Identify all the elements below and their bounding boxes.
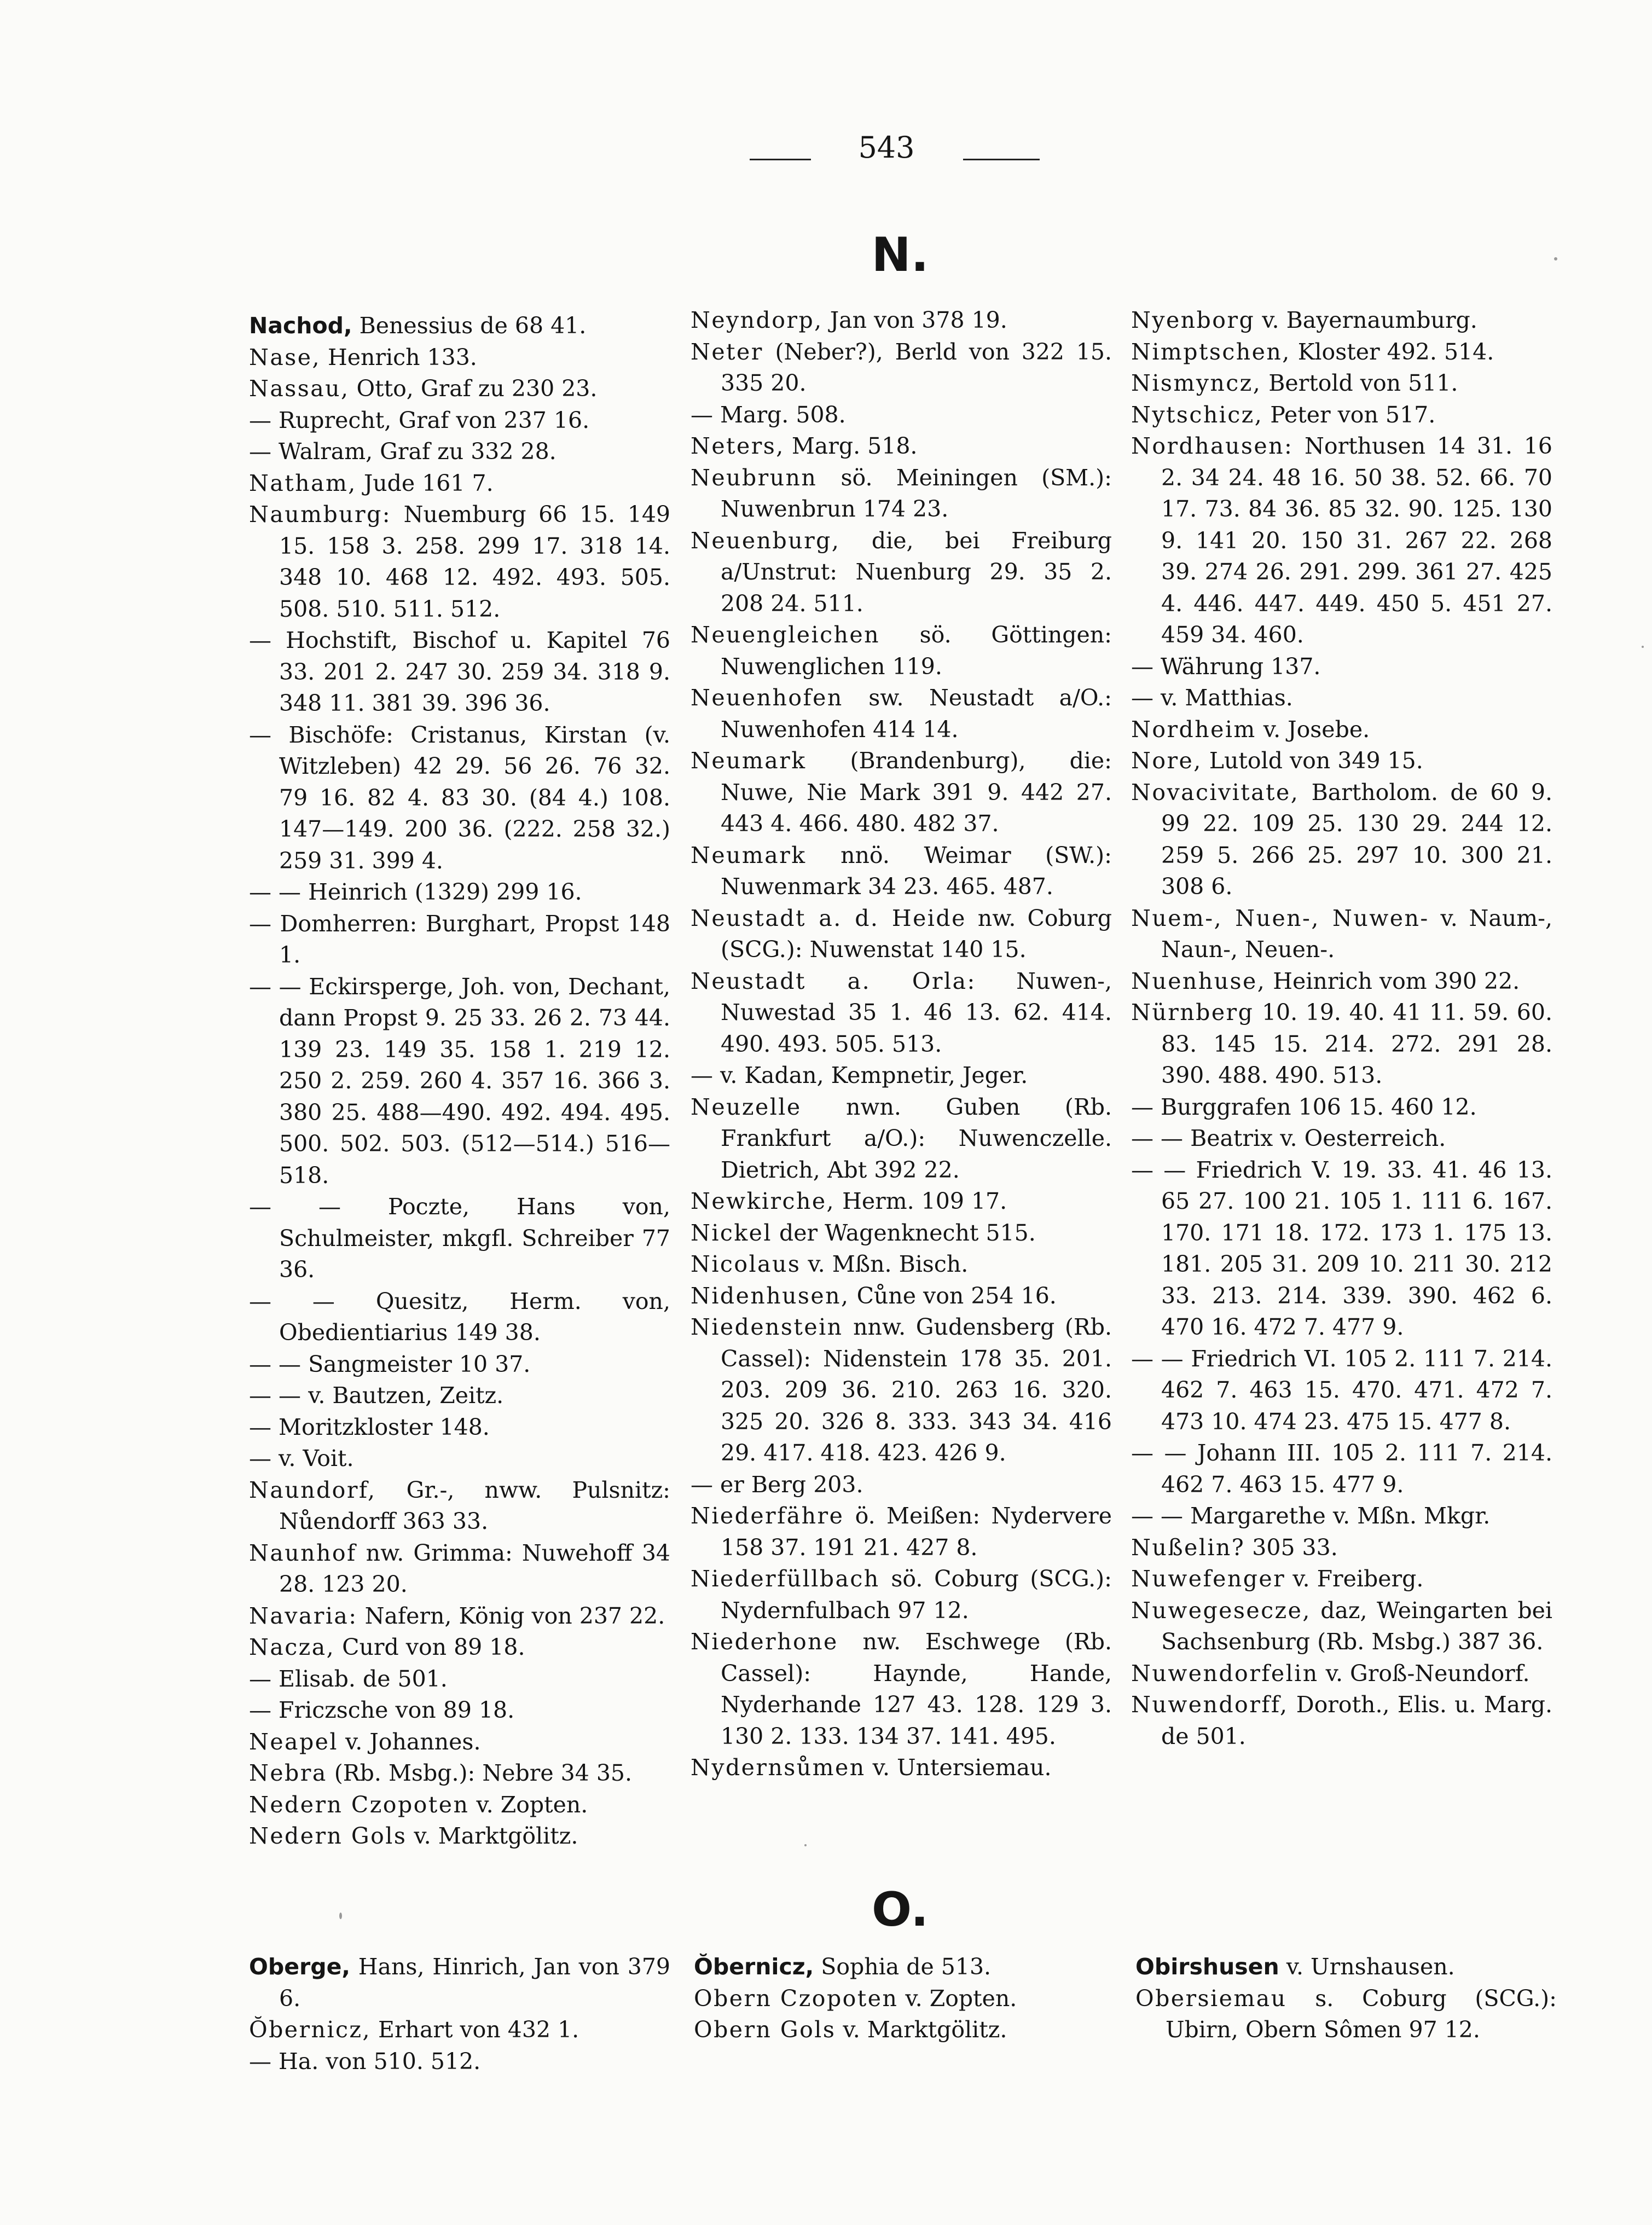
entry-text: v. Johannes. xyxy=(338,1728,481,1755)
index-entry xyxy=(691,525,1112,620)
entry-heading: Neustadt a. Orla: xyxy=(691,967,976,994)
index-entry xyxy=(249,720,670,877)
entry-text: Benessius de 68 41. xyxy=(352,312,587,339)
index-entry xyxy=(249,625,670,720)
index-entry xyxy=(691,1500,1112,1563)
entry-text: Otto, Graf zu 230 23. xyxy=(349,375,598,402)
entry-text: — — Eckirsperge, Joh. von, Dechant, dann Propst 9. 25 33. 26 2. 73 44. 139 23. 149 35. 158 1. 219 12. 250 2. 259. 260 4. 357 16. 366 3. 380 25. 488—490. 492. 494. 495. 500. 502. 503. (512—514.) 516—518. xyxy=(249,973,670,1189)
index-entry xyxy=(1131,1343,1552,1438)
entry-heading: Obirshusen xyxy=(1135,1954,1279,1980)
index-entry xyxy=(691,840,1112,903)
index-entry xyxy=(249,1758,670,1789)
index-entry xyxy=(249,1664,670,1695)
index-entry xyxy=(691,1249,1112,1280)
entry-text: Marg. 518. xyxy=(784,433,918,459)
index-entry xyxy=(1131,714,1552,746)
index-entry xyxy=(691,745,1112,840)
index-entry xyxy=(1131,1595,1552,1658)
entry-text: — — Quesitz, Herm. von, Obedientiarius 149 38. xyxy=(249,1288,670,1346)
index-entry xyxy=(694,1951,1115,1983)
entry-heading: Niedenstein xyxy=(691,1314,843,1340)
entry-text: nw. Coburg (SCG.): Nuwenstat 140 15. xyxy=(721,905,1112,963)
index-entry xyxy=(1131,1689,1552,1752)
entry-text: sö. Meiningen (SM.): Nuwenbrun 174 23. xyxy=(721,464,1112,522)
index-entry xyxy=(249,373,670,405)
index-entry xyxy=(249,1286,670,1349)
index-entry xyxy=(1131,1155,1552,1343)
entry-text: v. Naum-, Naun-, Neuen-. xyxy=(1161,905,1553,963)
index-entry xyxy=(691,462,1112,525)
entry-heading: Niederhone xyxy=(691,1629,838,1655)
index-entry xyxy=(1131,651,1552,683)
entry-text: Jude 161 7. xyxy=(356,470,494,496)
entry-text: — Moritzkloster 148. xyxy=(249,1413,490,1440)
index-entry xyxy=(691,903,1112,966)
index-entry xyxy=(1131,431,1552,651)
entry-text: der Wagenknecht 515. xyxy=(772,1219,1036,1246)
index-entry xyxy=(691,1060,1112,1092)
entry-text: — Ha. von 510. 512. xyxy=(249,2048,481,2075)
index-entry xyxy=(249,1726,670,1758)
entry-heading: Neapel xyxy=(249,1728,338,1755)
entry-text: — — Beatrix v. Oesterreich. xyxy=(1131,1125,1446,1151)
index-entry xyxy=(691,305,1112,337)
entry-text: — v. Matthias. xyxy=(1131,685,1293,711)
entry-text: — — v. Bautzen, Zeitz. xyxy=(249,1382,504,1409)
index-entry xyxy=(691,1563,1112,1626)
entry-text: Heinrich vom 390 22. xyxy=(1266,967,1520,994)
index-entry xyxy=(249,1632,670,1664)
entry-text: (Brandenburg), die: Nuwe, Nie Mark 391 9. 442 27. 443 4. 466. 480. 482 37. xyxy=(721,748,1112,837)
entry-heading: Neumark xyxy=(691,842,807,868)
index-entry xyxy=(1135,1983,1557,2046)
entry-text: — — Friedrich VI. 105 2. 111 7. 214. 462 7. 463 15. 470. 471. 472 7. 473 10. 474 23. 475 15. 477 8. xyxy=(1131,1345,1552,1435)
entry-text: v. Mßn. Bisch. xyxy=(801,1251,969,1277)
index-entry xyxy=(1131,337,1552,368)
entry-heading: Nußelin? xyxy=(1131,1534,1245,1561)
entry-heading: Nordheim xyxy=(1131,716,1256,743)
entry-heading: Nicolaus xyxy=(691,1251,801,1277)
section-letter-o: O. xyxy=(872,1882,929,1937)
index-entry xyxy=(694,1983,1115,2015)
entry-text: v. Freiberg. xyxy=(1285,1566,1424,1592)
entry-text: — v. Kadan, Kempnetir, Jeger. xyxy=(691,1062,1028,1088)
index-entry xyxy=(1131,997,1552,1092)
entry-heading: Neyndorp, xyxy=(691,307,823,333)
index-entry xyxy=(1135,1951,1557,1983)
entry-heading: Nuwegesecze, xyxy=(1131,1597,1311,1624)
index-entry xyxy=(249,436,670,468)
entry-heading: Obern Gols xyxy=(694,2017,836,2043)
entry-text: — Marg. 508. xyxy=(691,401,846,428)
index-column xyxy=(249,310,670,1852)
entry-heading: Nedern Czopoten xyxy=(249,1791,469,1818)
entry-text: Bartholom. de 60 9. 99 22. 109 25. 130 29. 244 12. 259 5. 266 25. 297 10. 300 21. 308 6. xyxy=(1161,779,1552,900)
index-entry xyxy=(691,1752,1112,1784)
entry-text: — Elisab. de 501. xyxy=(249,1665,448,1692)
entry-text: nw. Eschwege (Rb. Cassel): Haynde, Hande, Nyderhande 127 43. 128. 129 3. 130 2. 133. 134 37. 141. 495. xyxy=(721,1629,1112,1749)
index-entry xyxy=(1131,1532,1552,1564)
index-entry xyxy=(249,1601,670,1632)
entry-text: s. Coburg (SCG.): Ubirn, Obern Sômen 97 12. xyxy=(1166,1985,1557,2043)
entry-text: Kloster 492. 514. xyxy=(1290,338,1494,365)
entry-heading: Obersiemau xyxy=(1135,1985,1287,2012)
index-entry xyxy=(249,908,670,971)
entry-text: v. Urnshausen. xyxy=(1279,1954,1455,1980)
index-column xyxy=(1135,1951,1557,2046)
entry-text: — Burggrafen 106 15. 460 12. xyxy=(1131,1093,1477,1120)
entry-text: ö. Meißen: Nydervere 158 37. 191 21. 427 8. xyxy=(721,1503,1112,1561)
page-header xyxy=(0,130,1652,179)
entry-text: Doroth., Elis. u. Marg. de 501. xyxy=(1161,1691,1552,1749)
entry-text: v. Zopten. xyxy=(898,1985,1017,2012)
index-entry xyxy=(249,1443,670,1475)
entry-heading: Neuenburg, xyxy=(691,527,841,554)
entry-text: — — Poczte, Hans von, Schulmeister, mkgfl. Schreiber 77 36. xyxy=(249,1193,670,1283)
entry-heading: Natham, xyxy=(249,470,357,496)
entry-text: sö. Coburg (SCG.): Nydernfulbach 97 12. xyxy=(721,1566,1112,1624)
entry-text: sö. Göttingen: Nuwenglichen 119. xyxy=(721,622,1112,680)
entry-text: Nuemburg 66 15. 149 15. 158 3. 258. 299 17. 318 14. 348 10. 468 12. 492. 493. 505. 508. 510. 511. 512. xyxy=(279,501,670,622)
entry-text: — Hochstift, Bischof u. Kapitel 76 33. 201 2. 247 30. 259 34. 318 9. 348 11. 381 39. 396 36. xyxy=(249,627,670,716)
entry-text: 10. 19. 40. 41 11. 59. 60. 83. 145 15. 214. 272. 291 28. 390. 488. 490. 513. xyxy=(1161,999,1552,1088)
entry-heading: Neustadt a. d. Heide xyxy=(691,905,966,931)
entry-heading: Nyenborg xyxy=(1131,307,1255,333)
entry-heading: Nuwefenger xyxy=(1131,1566,1286,1592)
index-entry xyxy=(1131,682,1552,714)
index-entry xyxy=(691,619,1112,682)
index-entry xyxy=(691,1469,1112,1501)
entry-heading: Newkirche, xyxy=(691,1188,836,1214)
entry-text: nw. Grimma: Nuwehoff 34 28. 123 20. xyxy=(279,1539,670,1597)
entry-text: nnw. Gudensberg (Rb. Cassel): Nidenstein 178 35. 201. 203. 209 36. 210. 263 16. 320. 325 20. 326 8. 333. 343 34. 416 29. 417. 418. 423. 426 9. xyxy=(721,1314,1112,1466)
entry-heading: Nedern Gols xyxy=(249,1823,407,1849)
index-entry xyxy=(1131,1563,1552,1595)
entry-text: Nafern, König von 237 22. xyxy=(357,1602,665,1629)
entry-text: Erhart von 432 1. xyxy=(370,2017,579,2043)
index-entry xyxy=(1131,1438,1552,1500)
entry-heading: Nordhausen: xyxy=(1131,433,1294,459)
entry-heading: Naunhof xyxy=(249,1539,357,1566)
entry-text: sw. Neustadt a/O.: Nuwenhofen 414 14. xyxy=(721,685,1112,743)
entry-heading: Naundorf, xyxy=(249,1476,376,1503)
entry-heading: Obern Czopoten xyxy=(694,1985,899,2012)
index-entry xyxy=(691,337,1112,399)
entry-heading: Naumburg: xyxy=(249,501,392,528)
header-rule-right xyxy=(963,159,1040,160)
index-entry xyxy=(1131,745,1552,777)
entry-text: Sophia de 513. xyxy=(814,1954,992,1980)
entry-heading: Oberge, xyxy=(249,1954,350,1980)
entry-heading: Nase, xyxy=(249,344,321,370)
entry-heading: Nimptschen, xyxy=(1131,338,1291,365)
entry-heading: Ŏbernicz, xyxy=(249,2017,371,2043)
scan-speck xyxy=(1642,646,1644,648)
index-entry xyxy=(1131,305,1552,337)
index-entry xyxy=(249,1821,670,1852)
entry-heading: Niederfüllbach xyxy=(691,1566,880,1592)
scan-speck xyxy=(339,1913,342,1919)
entry-heading: Neumark xyxy=(691,748,807,774)
entry-text: Henrich 133. xyxy=(320,344,477,370)
index-entry xyxy=(691,1092,1112,1186)
index-entry xyxy=(249,877,670,908)
index-entry xyxy=(691,399,1112,431)
entry-heading: Nytschicz, xyxy=(1131,401,1263,428)
entry-text: Northusen 14 31. 16 2. 34 24. 48 16. 50 38. 52. 66. 70 17. 73. 84 36. 85 32. 90. 125. 130 9. 141 20. 150 31. 267 22. 268 39. 274 26. 291. 299. 361 27. 425 4. 446. 447. 449. 450 5. 451 27. 459 34. 460. xyxy=(1161,433,1552,648)
entry-text: Curd von 89 18. xyxy=(335,1634,525,1660)
entry-text: Herm. 109 17. xyxy=(835,1188,1007,1214)
index-entry xyxy=(249,1412,670,1444)
index-entry xyxy=(249,2014,670,2046)
entry-text: Peter von 517. xyxy=(1263,401,1436,428)
index-entry xyxy=(691,1312,1112,1469)
index-entry xyxy=(249,2046,670,2078)
entry-heading: Novacivitate, xyxy=(1131,779,1300,806)
index-entry xyxy=(249,1191,670,1286)
entry-heading: Neters, xyxy=(691,433,785,459)
entry-text: 305 33. xyxy=(1245,1534,1338,1561)
index-entry xyxy=(249,1695,670,1726)
entry-heading: Nachod, xyxy=(249,312,352,339)
entry-heading: Nacza, xyxy=(249,1634,335,1660)
index-entry xyxy=(1131,1658,1552,1690)
index-entry xyxy=(249,1789,670,1821)
index-entry xyxy=(249,468,670,500)
entry-heading: Nürnberg xyxy=(1131,999,1254,1025)
entry-heading: Nismyncz, xyxy=(1131,370,1262,396)
entry-heading: Neuzelle xyxy=(691,1093,802,1120)
entry-text: — Friczsche von 89 18. xyxy=(249,1697,515,1723)
entry-text: nwn. Guben (Rb. Frankfurt a/O.): Nuwenczelle. Dietrich, Abt 392 22. xyxy=(721,1093,1112,1183)
entry-text: nnö. Weimar (SW.): Nuwenmark 34 23. 465. 487. xyxy=(721,842,1112,900)
entry-heading: Nore, xyxy=(1131,748,1202,774)
entry-text: Nuwen-, Nuwestad 35 1. 46 13. 62. 414. 490. 493. 505. 513. xyxy=(721,967,1112,1057)
index-column xyxy=(691,305,1112,1784)
index-entry xyxy=(691,1626,1112,1752)
index-entry xyxy=(249,1951,670,2014)
entry-text: (Rb. Msbg.): Nebre 34 35. xyxy=(327,1760,633,1786)
entry-text: v. Josebe. xyxy=(1256,716,1370,743)
entry-heading: Nebra xyxy=(249,1760,327,1786)
entry-text: — — Sangmeister 10 37. xyxy=(249,1351,531,1377)
index-entry xyxy=(1131,777,1552,903)
entry-text: — Bischöfe: Cristanus, Kirstan (v. Witzleben) 42 29. 56 26. 76 32. 79 16. 82 4. 83 30. (84 4.) 108. 147—149. 200 36. (222. 258 32.) 259 31. 399 4. xyxy=(249,721,670,874)
index-entry xyxy=(249,405,670,437)
index-entry xyxy=(1131,1500,1552,1532)
entry-text: — v. Voit. xyxy=(249,1445,354,1471)
index-entry xyxy=(249,971,670,1192)
index-entry xyxy=(249,310,670,342)
index-entry xyxy=(691,966,1112,1061)
index-column xyxy=(1131,305,1552,1752)
index-entry xyxy=(249,499,670,625)
index-column xyxy=(694,1951,1115,2046)
entry-text: v. Marktgölitz. xyxy=(836,2017,1007,2043)
entry-heading: Nuwendorfelin xyxy=(1131,1660,1319,1687)
entry-text: v. Marktgölitz. xyxy=(407,1823,578,1849)
index-entry xyxy=(691,1218,1112,1249)
section-letter-n: N. xyxy=(871,228,929,282)
entry-text: v. Bayernaumburg. xyxy=(1255,307,1477,333)
entry-heading: Nassau, xyxy=(249,375,350,402)
index-entry xyxy=(1131,903,1552,966)
entry-text: die, bei Freiburg a/Unstrut: Nuenburg 29. 35 2. 208 24. 511. xyxy=(721,527,1112,617)
entry-text: — Domherren: Burghart, Propst 148 1. xyxy=(249,910,670,968)
entry-heading: Nidenhusen, xyxy=(691,1282,850,1309)
entry-text: — Ruprecht, Graf von 237 16. xyxy=(249,407,590,433)
entry-text: Jan von 378 19. xyxy=(822,307,1007,333)
index-entry xyxy=(249,1475,670,1538)
entry-heading: Nydernsůmen xyxy=(691,1754,866,1781)
entry-heading: Navaria: xyxy=(249,1602,358,1629)
entry-text: Gr.-, nww. Pulsnitz: Nůendorff 363 33. xyxy=(279,1476,670,1534)
index-column xyxy=(249,1951,670,2077)
entry-text: — er Berg 203. xyxy=(691,1471,863,1498)
index-entry xyxy=(691,431,1112,462)
index-entry xyxy=(249,1349,670,1381)
entry-heading: Nuenhuse, xyxy=(1131,967,1266,994)
index-entry xyxy=(691,1280,1112,1312)
entry-text: v. Groß-Neundorf. xyxy=(1318,1660,1530,1687)
entry-text: Hans, Hinrich, Jan von 379 6. xyxy=(279,1954,670,2012)
scan-speck xyxy=(804,1844,807,1846)
index-entry xyxy=(249,342,670,374)
entry-text: — Walram, Graf zu 332 28. xyxy=(249,438,557,465)
scan-speck xyxy=(1554,257,1557,260)
entry-heading: Neter xyxy=(691,338,763,365)
entry-text: Cůne von 254 16. xyxy=(849,1282,1057,1309)
index-entry xyxy=(691,1186,1112,1218)
entry-text: (Neber?), Berld von 322 15. 335 20. xyxy=(721,338,1112,396)
entry-heading: Neuengleichen xyxy=(691,622,880,648)
index-entry xyxy=(694,2014,1115,2046)
entry-text: — — Margarethe v. Mßn. Mkgr. xyxy=(1131,1503,1491,1529)
entry-text: v. Untersiemau. xyxy=(865,1754,1052,1781)
entry-heading: Nuwendorff, xyxy=(1131,1691,1289,1718)
entry-text: Lutold von 349 15. xyxy=(1202,748,1423,774)
entry-heading: Neubrunn xyxy=(691,464,818,491)
index-entry xyxy=(1131,966,1552,998)
page-number: 543 xyxy=(858,130,915,165)
entry-text: — — Johann III. 105 2. 111 7. 214. 462 7. 463 15. 477 9. xyxy=(1131,1440,1552,1498)
index-entry xyxy=(1131,399,1552,431)
entry-heading: Ŏbernicz, xyxy=(694,1954,814,1980)
index-entry xyxy=(249,1538,670,1601)
header-rule-left xyxy=(750,159,811,160)
index-entry xyxy=(1131,368,1552,399)
index-entry xyxy=(1131,1092,1552,1123)
entry-text: — — Heinrich (1329) 299 16. xyxy=(249,879,582,905)
entry-heading: Niederfähre xyxy=(691,1503,844,1529)
entry-text: Bertold von 511. xyxy=(1261,370,1458,396)
entry-heading: Neuenhofen xyxy=(691,685,843,711)
index-entry xyxy=(691,682,1112,745)
entry-text: — — Friedrich V. 19. 33. 41. 46 13. 65 27. 100 21. 105 1. 111 6. 167. 170. 171 18. 172. 173 1. 175 13. 181. 205 31. 209 10. 211 30. 212 33. 213. 214. 339. 390. 462 6. 470 16. 472 7. 477 9. xyxy=(1131,1156,1552,1340)
entry-text: — Währung 137. xyxy=(1131,653,1321,680)
index-entry xyxy=(249,1380,670,1412)
entry-text: daz, Weingarten bei Sachsenburg (Rb. Msbg.) 387 36. xyxy=(1161,1597,1552,1655)
entry-text: v. Zopten. xyxy=(469,1791,588,1818)
entry-heading: Nuem-, Nuen-, Nuwen- xyxy=(1131,905,1429,931)
entry-heading: Nickel xyxy=(691,1219,772,1246)
index-entry xyxy=(1131,1123,1552,1155)
